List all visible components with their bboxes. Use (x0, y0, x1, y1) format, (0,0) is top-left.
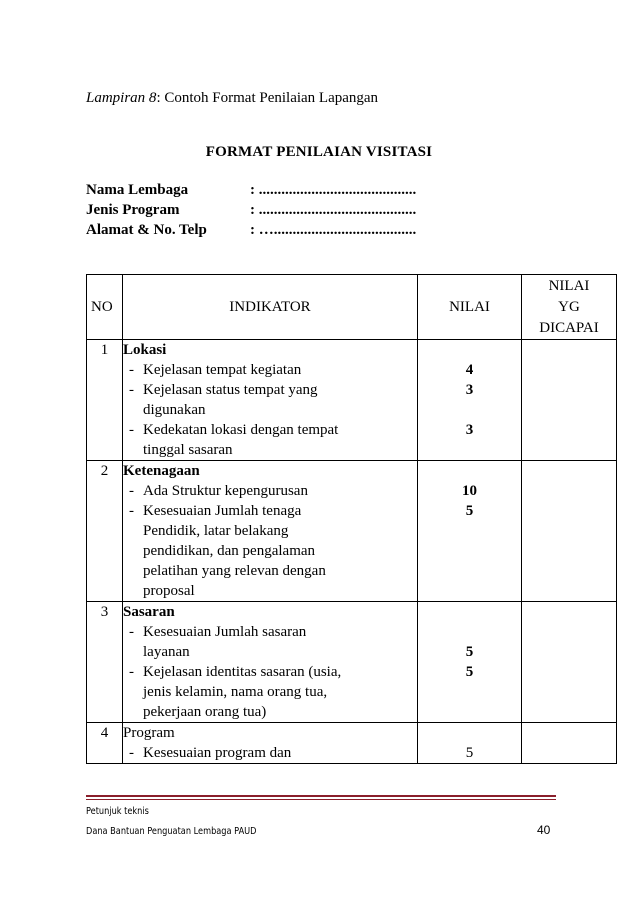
list-item (123, 420, 417, 460)
indicator-list (123, 481, 417, 601)
indicator-list (123, 743, 417, 763)
list-item (123, 501, 417, 601)
dash-bullet: - (129, 503, 134, 519)
item-text: pelatihan yang relevan dengan (143, 563, 326, 579)
item-text: Kejelasan status tempat yang (143, 382, 318, 398)
value-cell (418, 602, 522, 723)
dash-bullet: - (129, 664, 134, 680)
indicator-list (123, 622, 417, 722)
footer-divider-thin (86, 799, 556, 800)
dash-bullet: - (129, 362, 134, 378)
caption-prefix: Lampiran 8 (86, 90, 157, 106)
table-header-row (87, 275, 617, 340)
item-text: pekerjaan orang tua) (143, 704, 267, 720)
item-text: jenis kelamin, nama orang tua, (143, 684, 328, 700)
header-nilai-dicapai (522, 275, 617, 340)
row-number: 1 (87, 340, 123, 461)
dash-bullet: - (129, 483, 134, 499)
list-item (123, 481, 417, 501)
row-number: 2 (87, 461, 123, 602)
indicator-cell (123, 340, 418, 461)
indicator-cell (123, 602, 418, 723)
footer-guide-label: Petunjuk teknis (86, 806, 149, 817)
table-row (87, 723, 617, 764)
item-text: layanan (143, 644, 190, 660)
achieved-value-cell (522, 723, 617, 764)
item-text: digunakan (143, 402, 206, 418)
indicator-title: Sasaran (123, 604, 175, 620)
achieved-value-cell (522, 340, 617, 461)
assessment-table (86, 274, 617, 764)
item-text: pendidikan, dan pengalaman (143, 543, 316, 559)
header-nilai: NILAI (418, 275, 522, 340)
indicator-list (123, 360, 417, 460)
dash-bullet: - (129, 624, 134, 640)
table-row (87, 340, 617, 461)
value-cell (418, 723, 522, 764)
header-dicapai-line: YG (558, 298, 580, 315)
header-dicapai-line: DICAPAI (539, 319, 599, 336)
item-text: Pendidik, latar belakang (143, 523, 289, 539)
info-value: : .......................................... (250, 182, 417, 198)
item-text: Kesesuaian Jumlah sasaran (143, 624, 307, 640)
score-value: 5 (465, 503, 474, 519)
footer-program-label: Dana Bantuan Penguatan Lembaga PAUD (86, 826, 257, 837)
info-row-alamat (86, 220, 416, 240)
indicator-title: Lokasi (123, 342, 167, 358)
value-cell (418, 340, 522, 461)
info-label: Alamat & No. Telp (86, 222, 207, 238)
footer-divider (86, 795, 556, 797)
score-value: 3 (465, 422, 474, 438)
indicator-cell (123, 461, 418, 602)
indicator-title: Ketenagaan (123, 463, 200, 479)
score-value: 5 (465, 644, 474, 660)
table-row (87, 602, 617, 723)
list-item (123, 360, 417, 380)
document-title: FORMAT PENILAIAN VISITASI (205, 144, 433, 160)
header-indikator: INDIKATOR (123, 275, 418, 340)
info-value: : .......................................... (250, 202, 417, 218)
institution-info (86, 180, 416, 240)
score-value: 10 (462, 483, 477, 499)
score-value: 3 (465, 382, 474, 398)
info-row-jenis-program (86, 200, 416, 220)
score-value: 5 (465, 664, 474, 680)
item-text: proposal (143, 583, 195, 599)
caption-text: : Contoh Format Penilaian Lapangan (156, 90, 379, 106)
attachment-caption (86, 90, 378, 107)
dash-bullet: - (129, 745, 134, 761)
list-item (123, 743, 417, 763)
indicator-cell (123, 723, 418, 764)
score-value: 5 (465, 745, 474, 761)
page-number: 40 (537, 823, 551, 837)
dash-bullet: - (129, 382, 134, 398)
list-item (123, 380, 417, 420)
achieved-value-cell (522, 461, 617, 602)
item-text: tinggal sasaran (143, 442, 233, 458)
indicator-title: Program (123, 725, 175, 741)
value-cell (418, 461, 522, 602)
achieved-value-cell (522, 602, 617, 723)
item-text: Kedekatan lokasi dengan tempat (143, 422, 339, 438)
header-no: NO (87, 275, 123, 340)
item-text: Kesesuaian Jumlah tenaga (143, 503, 302, 519)
row-number: 3 (87, 602, 123, 723)
info-label: Jenis Program (86, 202, 180, 218)
row-number: 4 (87, 723, 123, 764)
info-label: Nama Lembaga (86, 182, 189, 198)
dash-bullet: - (129, 422, 134, 438)
table-row (87, 461, 617, 602)
item-text: Kejelasan identitas sasaran (usia, (143, 664, 342, 680)
list-item (123, 622, 417, 662)
info-value: : …...................................... (250, 222, 417, 238)
item-text: Kejelasan tempat kegiatan (143, 362, 302, 378)
info-row-nama-lembaga (86, 180, 416, 200)
item-text: Kesesuaian program dan (143, 745, 292, 761)
item-text: Ada Struktur kepengurusan (143, 483, 308, 499)
score-value: 4 (465, 362, 474, 378)
list-item (123, 662, 417, 722)
header-dicapai-line: NILAI (548, 277, 590, 294)
